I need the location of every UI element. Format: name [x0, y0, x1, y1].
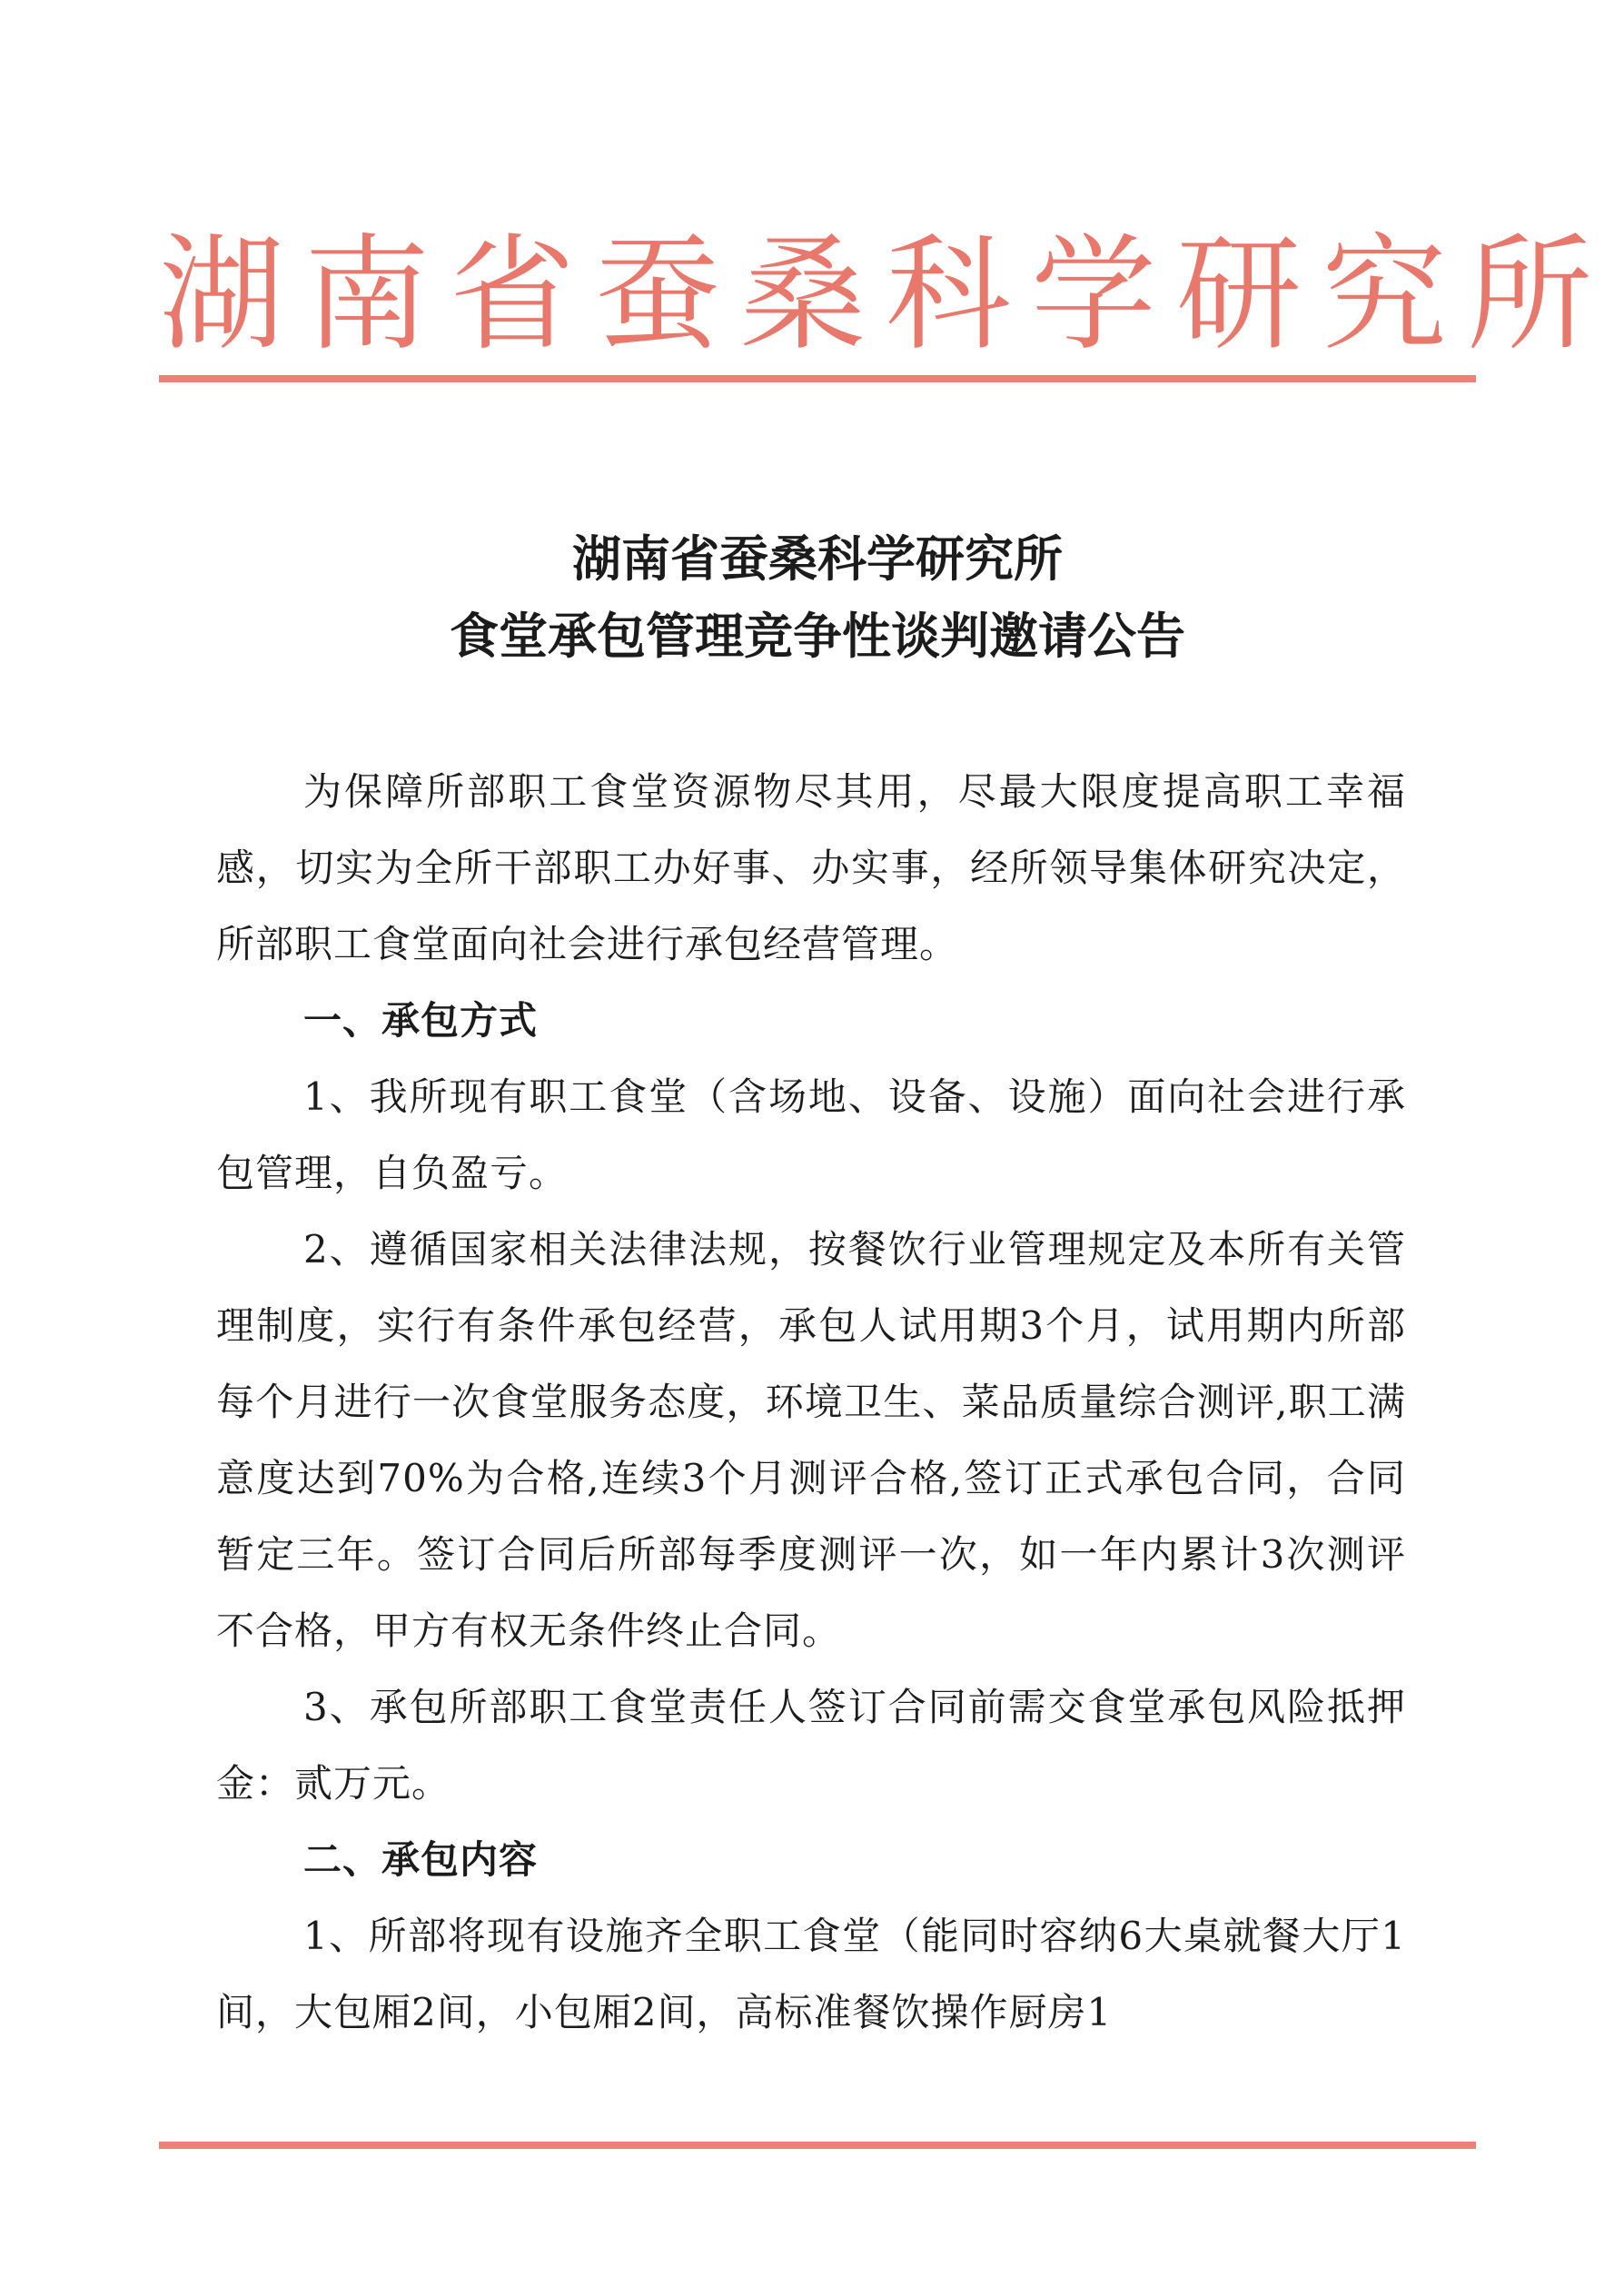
- footer-divider: [159, 2142, 1476, 2149]
- method-item-3: 3、承包所部职工食堂责任人签订合同前需交食堂承包风险抵押金：贰万元。: [216, 1685, 1406, 1806]
- method-item-2: 2、遵循国家相关法律法规，按餐饮行业管理规定及本所有关管理制度，实行有条件承包经营，承包人试用期3个月，试用期内所部每个月进行一次食堂服务态度，环境卫生、菜品质量综合测评,职工满意度达到70%为合格,连续3个月测评合格,签订正式承包合同，合同暂定三年。签订合同后所部每季度测评一次，如一年内累计3次测评不合格，甲方有权无条件终止合同。: [216, 1227, 1406, 1653]
- content-item-1: 1、所部将现有设施齐全职工食堂（能同时容纳6大桌就餐大厅1间，大包厢2间，小包厢2间，高标准餐饮操作厨房1: [216, 1914, 1406, 2034]
- document-body: [216, 754, 1406, 2051]
- letterhead-title: 湖南省蚕桑科学研究所: [159, 222, 1613, 368]
- document-title-line1: 湖南省蚕桑科学研究所: [572, 529, 1063, 588]
- method-item-1: 1、我所现有职工食堂（含场地、设备、设施）面向社会进行承包管理，自负盈亏。: [216, 1074, 1406, 1195]
- document-title-line2: 食堂承包管理竞争性谈判邀请公告: [450, 607, 1185, 665]
- header-divider: [159, 375, 1476, 382]
- intro-paragraph: 为保障所部职工食堂资源物尽其用，尽最大限度提高职工幸福感，切实为全所干部职工办好事、办实事，经所领导集体研究决定，所部职工食堂面向社会进行承包经营管理。: [216, 769, 1406, 966]
- section-heading-contract-method: 一、承包方式: [303, 998, 539, 1043]
- section-heading-contract-content: 二、承包内容: [303, 1837, 539, 1882]
